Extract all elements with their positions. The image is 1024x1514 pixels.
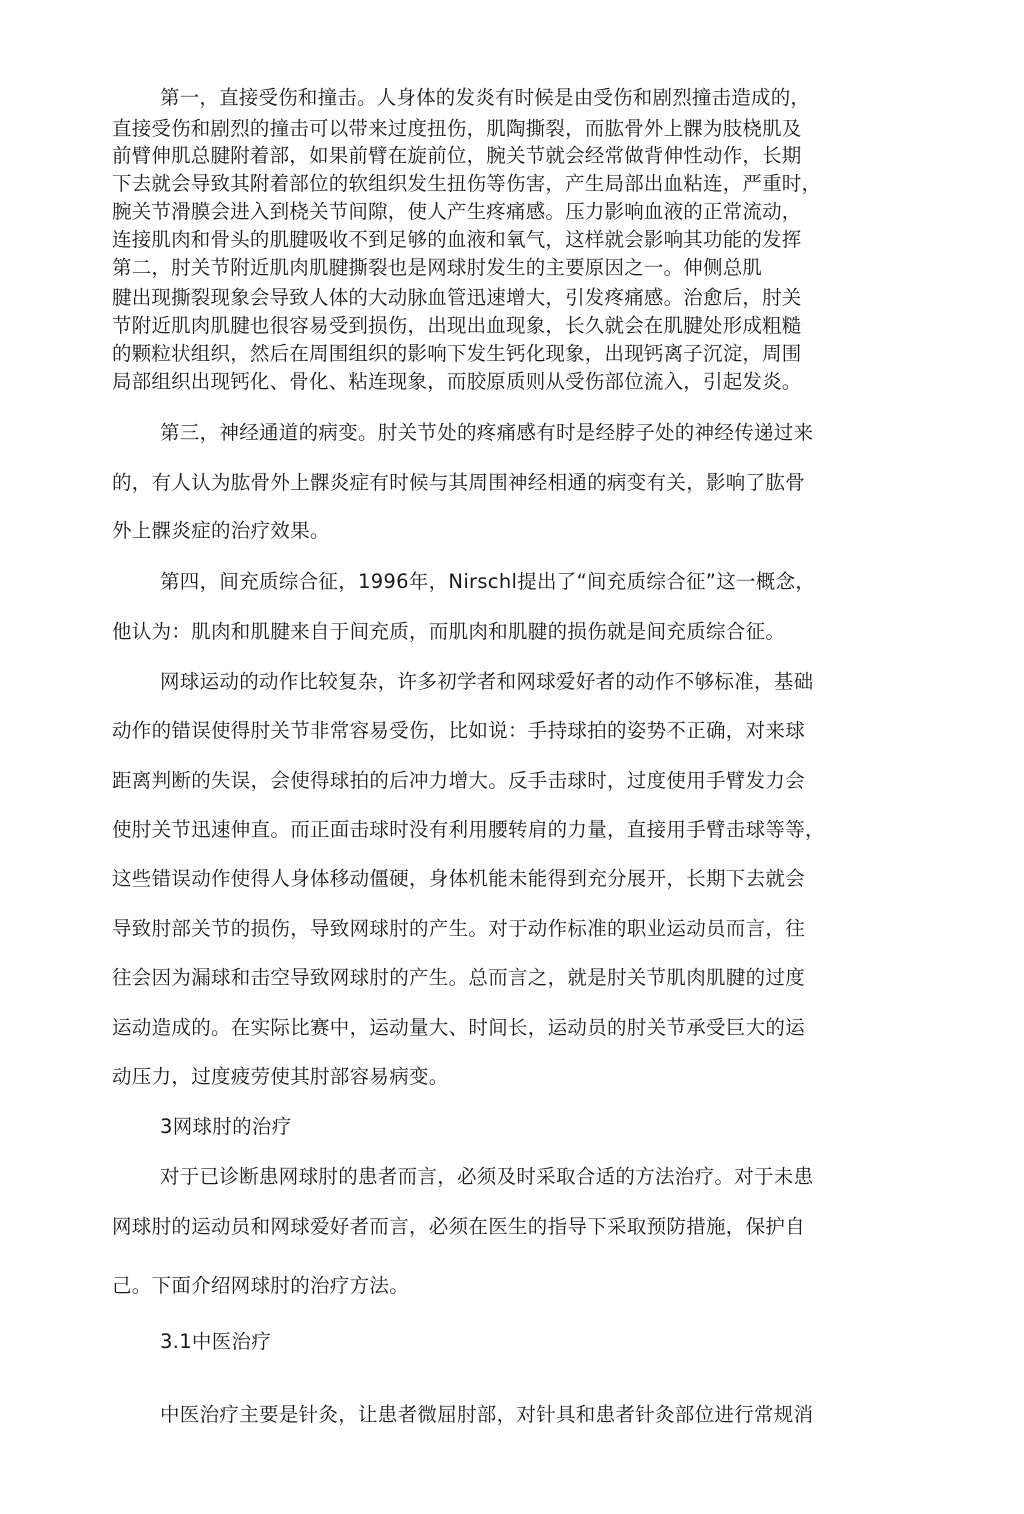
- paragraph-line: 往会因为漏球和击空导致网球肘的产生。总而言之，就是肘关节肌肉肌腱的过度: [112, 966, 806, 989]
- subsection-heading: 3.1中医治疗: [160, 1330, 272, 1353]
- paragraph-line: 己。下面介绍网球肘的治疗方法。: [112, 1274, 410, 1297]
- paragraph-line: 第二，肘关节附近肌肉肌腱撕裂也是网球肘发生的主要原因之一。伸侧总肌: [112, 256, 763, 279]
- paragraph-line: 导致肘部关节的损伤，导致网球肘的产生。对于动作标准的职业运动员而言，往: [112, 917, 806, 940]
- paragraph-line: 第一，直接受伤和撞击。人身体的发炎有时候是由受伤和剧烈撞击造成的，: [160, 86, 811, 109]
- paragraph-line: 连接肌肉和骨头的肌腱吸收不到足够的血液和氧气，这样就会影响其功能的发挥: [112, 228, 802, 251]
- paragraph-line: 动作的错误使得肘关节非常容易受伤，比如说：手持球拍的姿势不正确，对来球: [112, 719, 806, 742]
- paragraph-line: 网球运动的动作比较复杂，许多初学者和网球爱好者的动作不够标准，基础: [160, 670, 814, 693]
- paragraph-line: 第四，间充质综合征，1996年，Nirschl提出了“间充质综合征”这一概念，: [160, 570, 816, 593]
- paragraph-line: 腱出现撕裂现象会导致人体的大动脉血管迅速增大，引发疼痛感。治愈后，肘关: [112, 286, 802, 309]
- paragraph-line: 下去就会导致其附着部位的软组织发生扭伤等伤害，产生局部出血粘连，严重时，: [112, 172, 822, 195]
- paragraph-line: 他认为：肌肉和肌腱来自于间充质，而肌肉和肌腱的损伤就是间充质综合征。: [112, 620, 786, 643]
- paragraph-line: 这些错误动作使得人身体移动僵硬，身体机能未能得到充分展开，长期下去就会: [112, 867, 806, 890]
- paragraph-line: 的，有人认为肱骨外上髁炎症有时候与其周围神经相通的病变有关，影响了肱骨: [112, 471, 806, 494]
- paragraph-line: 外上髁炎症的治疗效果。: [112, 519, 330, 542]
- paragraph-line: 的颗粒状组织，然后在周围组织的影响下发生钙化现象，出现钙离子沉淀，周围: [112, 342, 802, 365]
- paragraph-line: 使肘关节迅速伸直。而正面击球时没有利用腰转肩的力量，直接用手臂击球等等，: [112, 818, 825, 841]
- paragraph-line: 前臂伸肌总腱附着部，如果前臂在旋前位，腕关节就会经常做背伸性动作，长期: [112, 144, 802, 167]
- paragraph-line: 运动造成的。在实际比赛中，运动量大、时间长，运动员的肘关节承受巨大的运: [112, 1016, 806, 1039]
- paragraph-line: 中医治疗主要是针灸，让患者微屈肘部，对针具和患者针灸部位进行常规消: [160, 1403, 814, 1426]
- paragraph-line: 直接受伤和剧烈的撞击可以带来过度扭伤，肌陶撕裂，而肱骨外上髁为肢桡肌及: [112, 117, 802, 140]
- paragraph-line: 动压力，过度疲劳使其肘部容易病变。: [112, 1065, 449, 1088]
- paragraph-line: 第三，神经通道的病变。肘关节处的疼痛感有时是经脖子处的神经传递过来: [160, 421, 814, 444]
- paragraph-line: 距离判断的失误，会使得球拍的后冲力增大。反手击球时，过度使用手臂发力会: [112, 769, 806, 792]
- paragraph-line: 网球肘的运动员和网球爱好者而言，必须在医生的指导下采取预防措施，保护自: [112, 1215, 806, 1238]
- paragraph-line: 腕关节滑膜会进入到桡关节间隙，使人产生疼痛感。压力影响血液的正常流动，: [112, 200, 802, 223]
- paragraph-line: 对于已诊断患网球肘的患者而言，必须及时采取合适的方法治疗。对于未患: [160, 1165, 814, 1188]
- paragraph-line: 节附近肌肉肌腱也很容易受到损伤，出现出血现象，长久就会在肌腱处形成粗糙: [112, 314, 802, 337]
- section-heading: 3网球肘的治疗: [160, 1115, 292, 1138]
- paragraph-line: 局部组织出现钙化、骨化、粘连现象，而胶原质则从受伤部位流入，引起发炎。: [112, 370, 802, 393]
